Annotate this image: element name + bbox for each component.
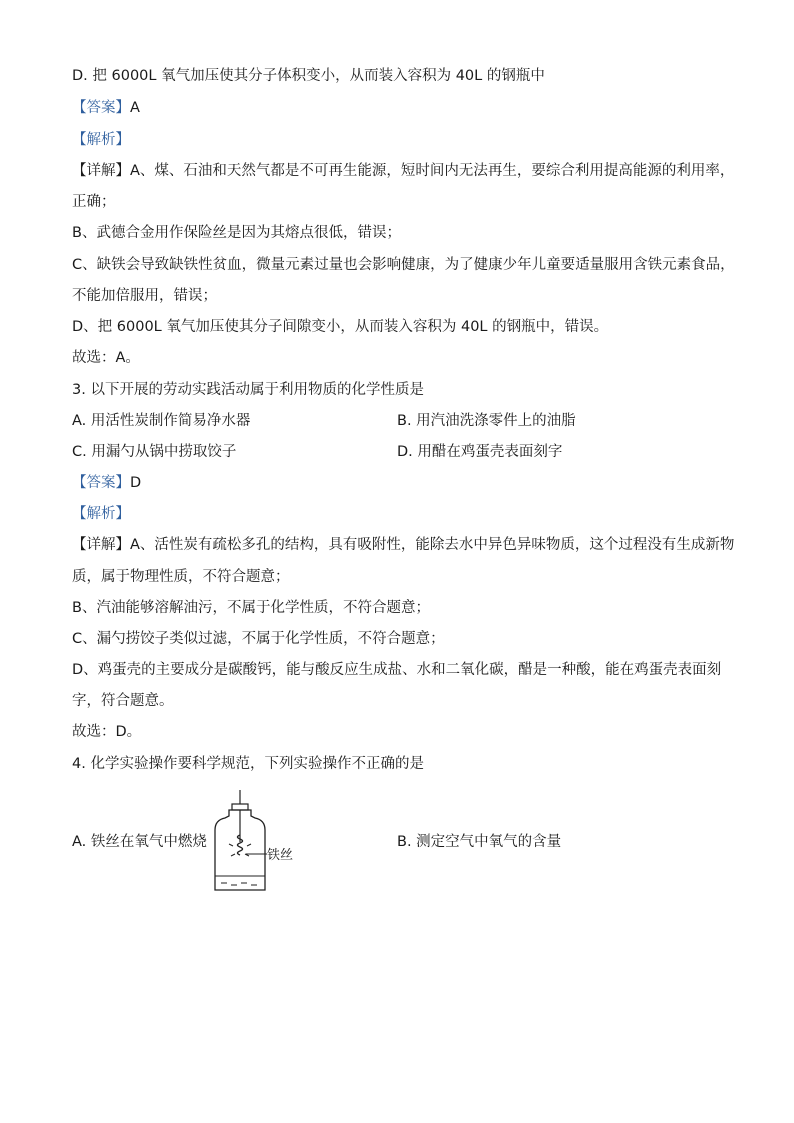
q2-detail-b: B、武德合金用作保险丝是因为其熔点很低，错误；: [72, 225, 401, 241]
answer-tag: 【答案】: [72, 100, 130, 116]
q3-stem: 3. 以下开展的劳动实践活动属于利用物质的化学性质是: [72, 382, 424, 398]
q3-option-b: B. 用汽油洗涤零件上的油脂: [397, 413, 576, 429]
q2-detail-a: [72, 161, 734, 181]
figure-label: 铁丝: [267, 848, 294, 863]
q3-detail-a: [72, 535, 734, 555]
analysis-tag: 【解析】: [72, 506, 130, 522]
answer-tag: 【答案】: [72, 475, 130, 491]
iron-wire-combustion-figure: [205, 790, 300, 900]
q2-answer-line: [72, 98, 140, 118]
detail-text: A、煤、石油和天然气都是不可再生能源，短时间内无法再生，要综合利用提高能源的利用率，: [130, 163, 735, 179]
q2-detail-c: C、缺铁会导致缺铁性贫血，微量元素过量也会影响健康，为了健康少年儿童要适量服用含铁元素食品，: [72, 257, 735, 273]
q3-detail-d: D、鸡蛋壳的主要成分是碳酸钙，能与酸反应生成盐、水和二氧化碳，醋是一种酸，能在鸡蛋壳表面刻: [72, 662, 722, 678]
q3-option-a: A. 用活性炭制作简易净水器: [72, 413, 251, 429]
q3-option-d: D. 用醋在鸡蛋壳表面刻字: [397, 444, 563, 460]
q3-detail-b: B、汽油能够溶解油污，不属于化学性质，不符合题意；: [72, 600, 430, 616]
detail-tag: 【详解】: [72, 537, 130, 553]
q2-choice: 故选：A。: [72, 350, 140, 366]
bottle-diagram: [205, 790, 300, 900]
q2-option-d: D. 把 6000L 氧气加压使其分子体积变小，从而装入容积为 40L 的钢瓶中: [72, 68, 545, 84]
q2-detail-d: D、把 6000L 氧气加压使其分子间隙变小，从而装入容积为 40L 的钢瓶中，错误。: [72, 319, 609, 335]
q3-choice: 故选：D。: [72, 724, 142, 740]
answer-value: D: [130, 475, 142, 491]
analysis-tag: 【解析】: [72, 132, 130, 148]
answer-value: A: [130, 100, 140, 116]
detail-tag: 【详解】: [72, 163, 130, 179]
q4-option-b: B. 测定空气中氧气的含量: [397, 834, 562, 850]
q2-detail-c-cont: 不能加倍服用，错误；: [72, 288, 217, 304]
detail-text: A、活性炭有疏松多孔的结构，具有吸附性，能除去水中异色异味物质，这个过程没有生成新物: [130, 537, 735, 553]
q3-answer-line: [72, 473, 141, 493]
q3-detail-c: C、漏勺捞饺子类似过滤，不属于化学性质，不符合题意；: [72, 631, 445, 647]
q3-option-c: C. 用漏勺从锅中捞取饺子: [72, 444, 237, 460]
q3-detail-a-cont: 质，属于物理性质，不符合题意；: [72, 569, 290, 585]
q2-detail-a-cont: 正确；: [72, 194, 116, 210]
q4-stem: 4. 化学实验操作要科学规范，下列实验操作不正确的是: [72, 756, 424, 772]
q4-option-a: A. 铁丝在氧气中燃烧: [72, 834, 207, 850]
q3-detail-d-cont: 字，符合题意。: [72, 693, 174, 709]
